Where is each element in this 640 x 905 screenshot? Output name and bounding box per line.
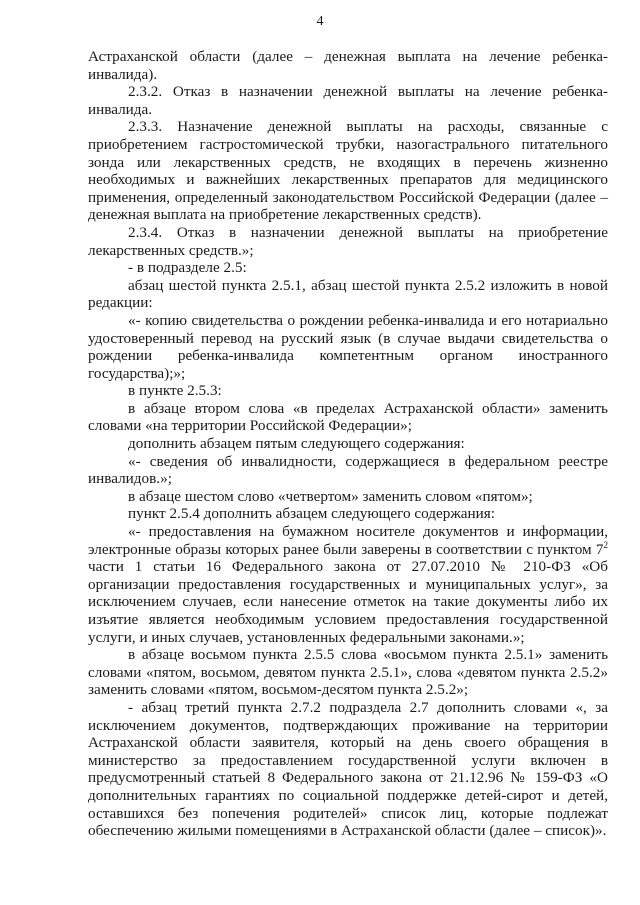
paragraph-15: в абзаце восьмом пункта 2.5.5 слова «восьмом пункта 2.5.1» заменить словами «пятом, восьмом, девятом пункта 2.5.1», слова «девятом пункта 2.5.2» заменить словами «пятом, восьмом-десятом пункта 2.5.2»; bbox=[88, 646, 608, 699]
paragraph-9: в абзаце втором слова «в пределах Астраханской области» заменить словами «на территории Российской Федерации»; bbox=[88, 399, 608, 435]
paragraph-7: «- копию свидетельства о рождении ребенка-инвалида и его нотариально удостоверенный перевод на русский язык (в случае выдачи свидетельства о рождении ребенка-инвалида компетентным органом иностранного государства);»; bbox=[88, 311, 608, 382]
paragraph-4: 2.3.4. Отказ в назначении денежной выплаты на приобретение лекарственных средств.»; bbox=[88, 223, 608, 259]
document-body bbox=[88, 48, 608, 840]
superscript-mark: 2 bbox=[603, 539, 608, 550]
paragraph-1: Астраханской области (далее – денежная выплата на лечение ребенка-инвалида). bbox=[88, 48, 608, 83]
page-number: 4 bbox=[316, 14, 324, 29]
paragraph-16: - абзац третий пункта 2.7.2 подраздела 2.7 дополнить словами «, за исключением документов, подтверждающих проживание на территории Астраханской области заявителя, который на день своего обращения в министерство за предоставлением государственной услуги включен в предусмотренный статьей 8 Федерального закона от 21.12.96 № 159-ФЗ «О дополнительных гарантиях по социальной поддержке детей-сирот и детей, оставшихся без попечения родителей» список лиц, которые подлежат обеспечению жилыми помещениями в Астраханской области (далее – список)». bbox=[88, 698, 608, 840]
paragraph-3: 2.3.3. Назначение денежной выплаты на расходы, связанные с приобретением гастростомической трубки, назогастрального питательного зонда или лекарственных средств, не входящих в перечень жизненно необходимых и важнейших лекарственных препаратов для медицинского применения, определенный законодательством Российской Федерации (далее – денежная выплата на приобретение лекарственных средств). bbox=[88, 118, 608, 224]
paragraph-14-text-a: «- предоставления на бумажном носителе документов и информации, электронные образы которых ранее были заверены в соответствии с пунктом 7 bbox=[88, 523, 608, 558]
paragraph-2: 2.3.2. Отказ в назначении денежной выплаты на лечение ребенка-инвалида. bbox=[88, 83, 608, 118]
paragraph-11: «- сведения об инвалидности, содержащиеся в федеральном реестре инвалидов.»; bbox=[88, 452, 608, 488]
paragraph-14 bbox=[88, 523, 608, 646]
paragraph-10: дополнить абзацем пятым следующего содержания: bbox=[128, 435, 465, 453]
paragraph-5: - в подразделе 2.5: bbox=[128, 259, 247, 277]
paragraph-12: в абзаце шестом слово «четвертом» заменить словом «пятом»; bbox=[128, 487, 533, 505]
paragraph-6: абзац шестой пункта 2.5.1, абзац шестой пункта 2.5.2 изложить в новой редакции: bbox=[88, 276, 608, 312]
paragraph-14-text-b: части 1 статьи 16 Федерального закона от 27.07.2010 № 210-ФЗ «Об организации предоставления государственных и муниципальных услуг», за исключением случаев, если нанесение отметок на такие документы либо их изъятие является необходимым условием предоставления государственной услуги, и иных случаев, установленных федеральными законами.»; bbox=[88, 558, 608, 646]
paragraph-8: в пункте 2.5.3: bbox=[128, 382, 222, 400]
paragraph-13: пункт 2.5.4 дополнить абзацем следующего содержания: bbox=[128, 505, 496, 523]
